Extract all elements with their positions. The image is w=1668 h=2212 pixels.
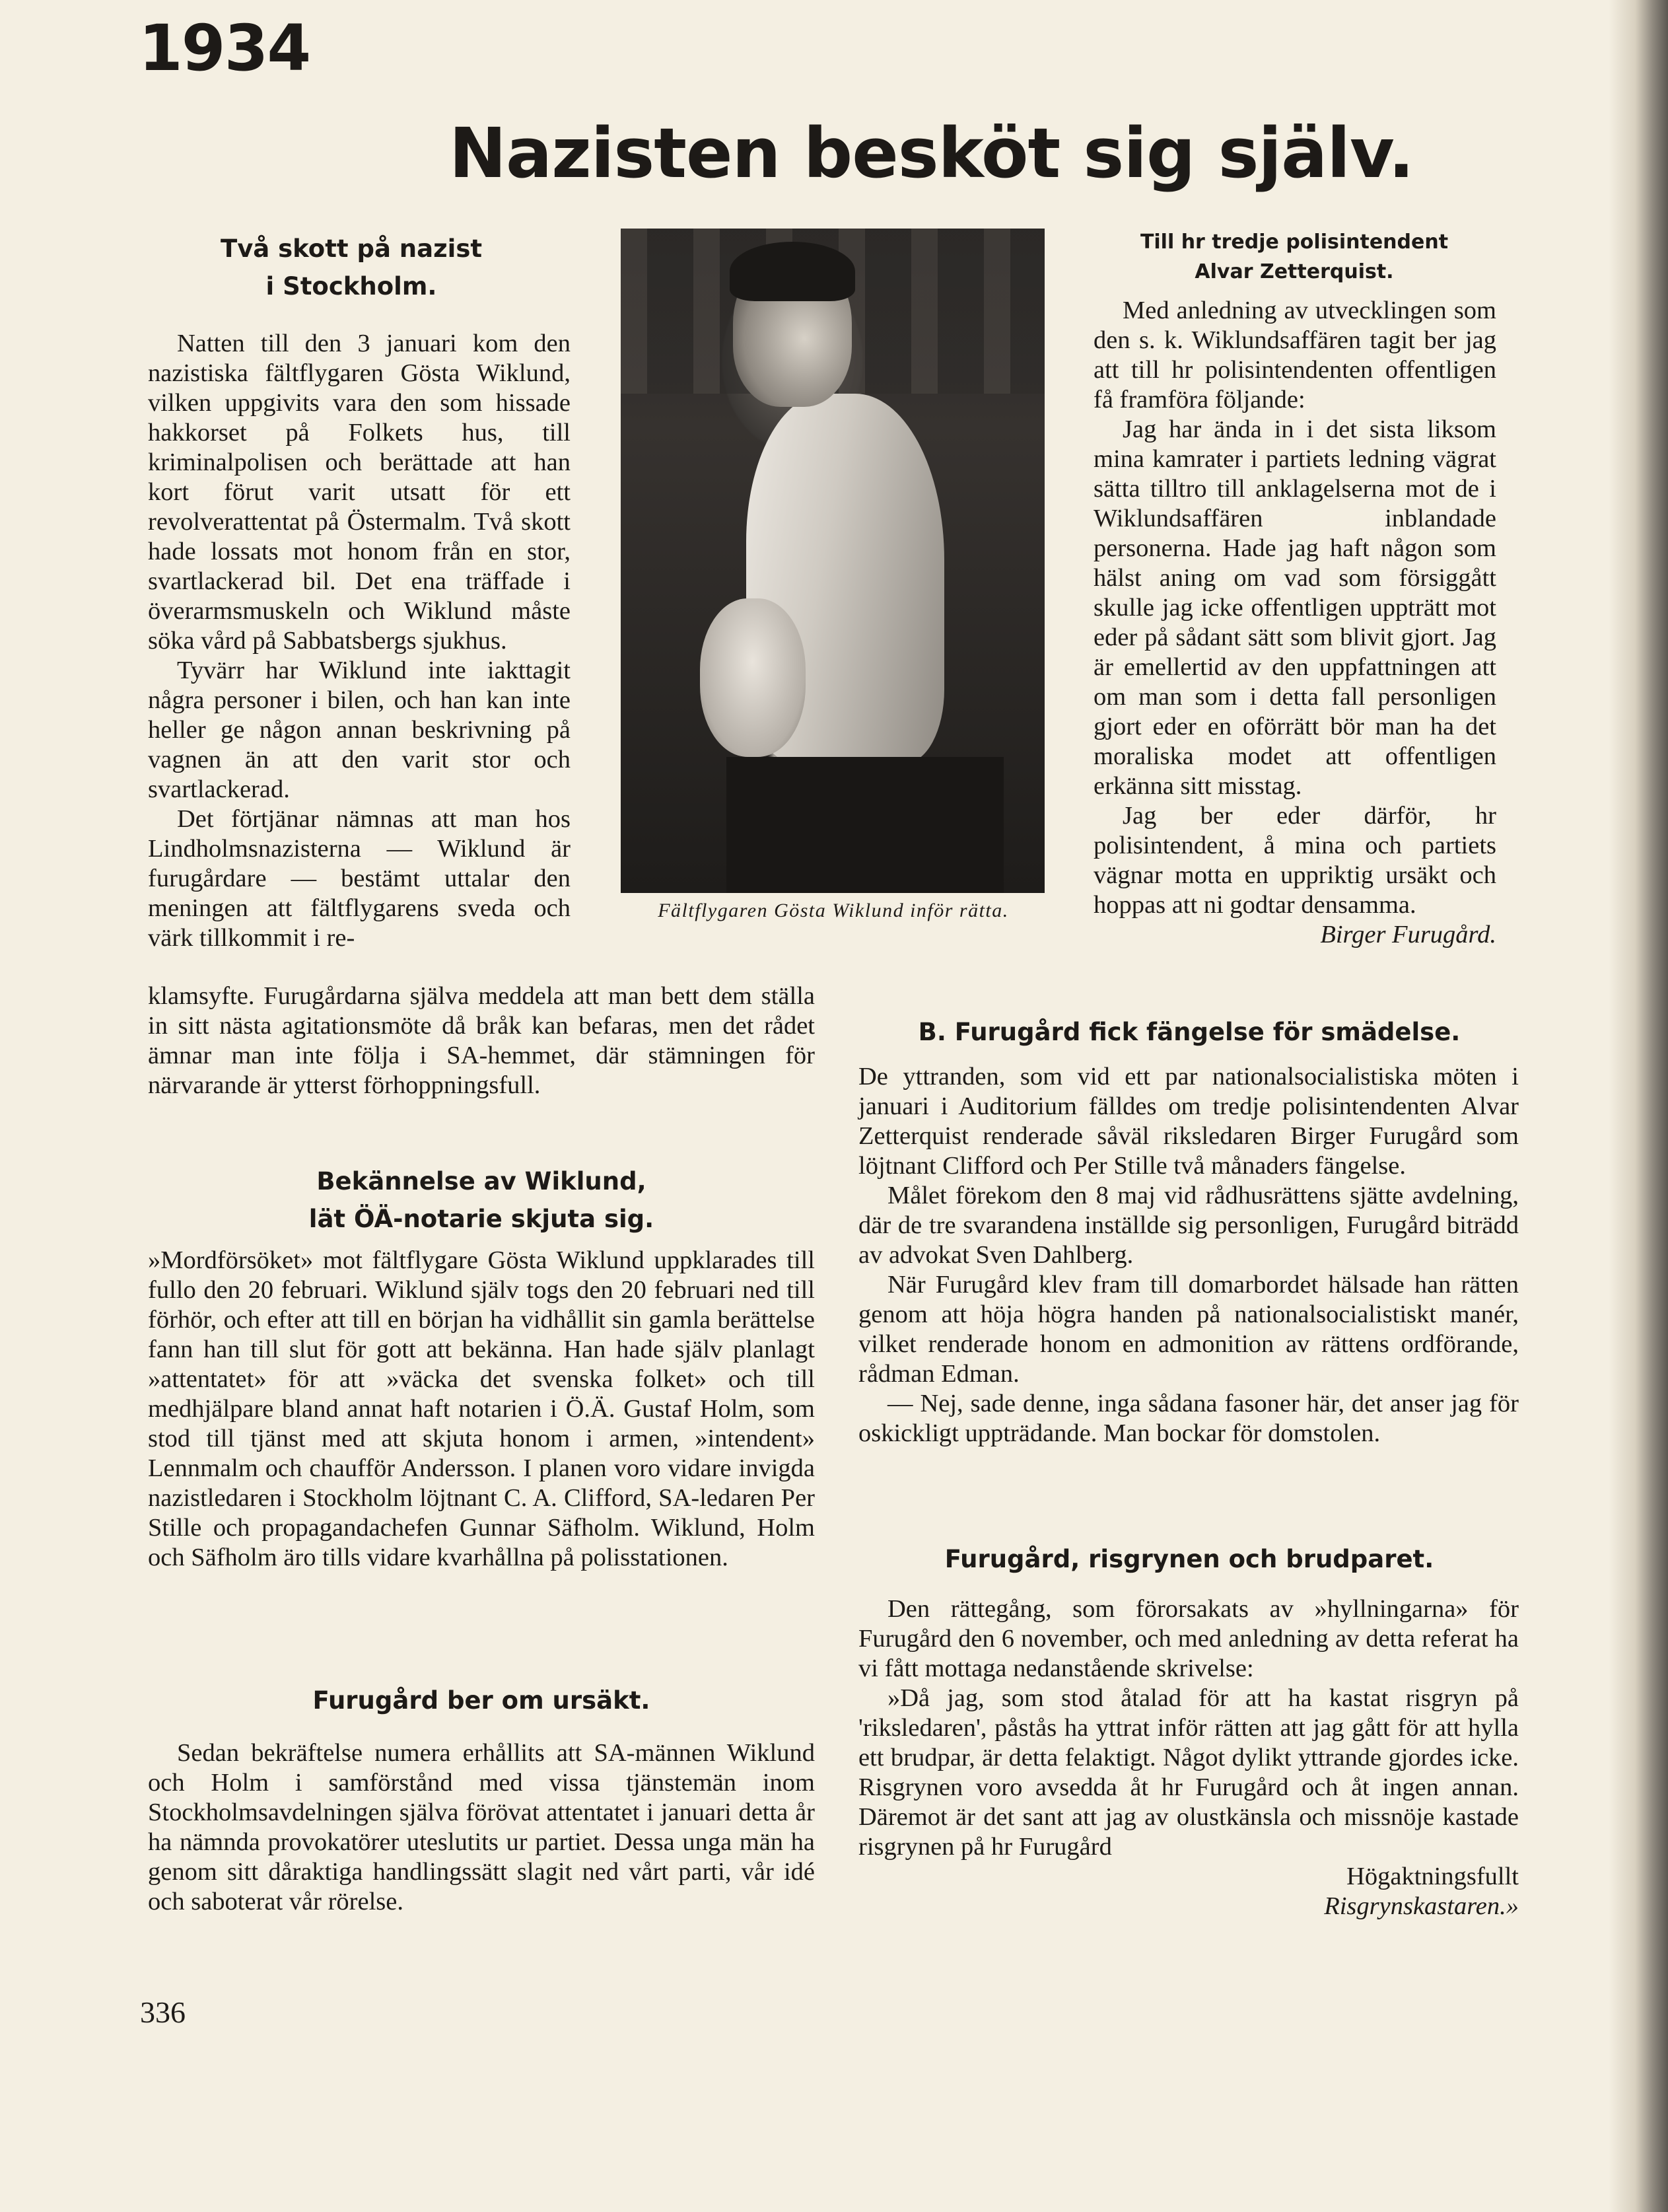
paragraph: Sedan bekräftelse numera erhållits att SA-männen Wiklund och Holm i samförstånd med vissa tjänstemän inom Stockholmsavdelningen själva förövat attentatet i januari detta år ha nämnda provokatörer uteslutits ur partiet. Dessa unga män ha genom sitt dåraktiga handlingssätt slagit ned vårt parti, vår idé och saboterat vår rörelse. (148, 1739, 815, 1915)
section-heading-rice: Furugård, risgrynen och brudparet. (944, 1545, 1434, 1573)
paragraph: »Mordförsöket» mot fältflygare Gösta Wiklund uppklarades till fullo den 20 februari. Wiklund själv togs den 20 februari ned till förhör, och efter att till en början ha vidhållit sin gamla berättelse fann han till slut för gott att bekänna. Han hade själv planlagt »attentatet» för att »väcka det svenska folket» och till medhjälpare bland annat haft notarien i Ö.Ä. Gustaf Holm, som stod till tjänst med att skjuta honom i armen, »intendent» Lennmalm och chaufför Andersson. I planen voro vidare invigda nazistledaren i Stockholm löjtnant C. A. Clifford, SA-ledaren Per Stille och propagandachefen Gunnar Säfholm. Wiklund, Holm och Säfholm äro tills vidare kvarhållna på polisstationen. (148, 1246, 815, 1571)
heading-line: lät ÖÄ-notarie skjuta sig. (308, 1205, 654, 1234)
paragraph: Målet förekom den 8 maj vid rådhusrättens sjätte avdelning, där de tre svarandena inställde sig personligen, Furugård biträdd av advokat Sven Dahlberg. (858, 1182, 1519, 1269)
paragraph: — Nej, sade denne, inga sådana fasoner här, det anser jag för oskickligt uppträdande. Man bockar för domstolen. (858, 1390, 1519, 1447)
photo-wiklund (621, 229, 1045, 893)
letter-heading (1090, 227, 1499, 287)
heading-line: Bekännelse av Wiklund, (316, 1167, 646, 1195)
paragraph: Det förtjänar nämnas att man hos Lindholmsnazisterna — Wiklund är furugårdare — bestämt uttalar den meningen att fältflygarens sveda och värk tillkommit i re- (148, 805, 571, 952)
photo-figure-arm (700, 598, 806, 757)
section5-body (858, 1594, 1519, 1921)
article-title: Nazisten besköt sig själv. (449, 113, 1414, 194)
paragraph: klamsyfte. Furugårdarna själva meddela att man bett dem ställa in sitt nästa agitationsmöte då bråk kan befaras, men det rådet ämnar man inte följa i SA-hemmet, där stämningen för närvarande är ytterst förhoppningsfull. (148, 982, 815, 1099)
section-heading-apology: Furugård ber om ursäkt. (312, 1686, 650, 1715)
section1-continuation (148, 981, 815, 1100)
paragraph: Jag har ända in i det sista liksom mina kamrater i partiets ledning vägrat sätta tilltro till anklagelserna mot de i Wiklundsaffären inblandade personerna. Hade jag haft någon som hälst aning om vad som försiggått skulle jag icke offentligen uppträtt mot eder på sådant sätt som blivit gjort. Jag är emellertid av den uppfattningen att om man som i detta fall personligen gjort eder en oförrätt bör man ha det moraliska modet att offentligen erkänna sitt misstag. (1094, 415, 1496, 800)
heading-line: Till hr tredje polisintendent (1140, 231, 1449, 254)
section4-body (858, 1062, 1519, 1448)
heading-line: Alvar Zetterquist. (1195, 260, 1394, 283)
paragraph: Tyvärr har Wiklund inte iakttagit några personer i bilen, och han kan inte heller ge någon annan beskrivning på vagnen än att den varit stor och svartlackerad. (148, 657, 571, 803)
section1-narrow-column (148, 329, 571, 953)
letter-signature: Risgrynskastaren.» (1324, 1892, 1519, 1920)
section-heading-prison: B. Furugård fick fängelse för smädelse. (918, 1018, 1461, 1046)
photo-figure-trousers (726, 757, 1004, 893)
paragraph: När Furugård klev fram till domarbordet hälsade han rätten genom att höja högra handen på nationalsocialistiskt manér, vilket renderade honom en admonition av rättens ordförande, rådman Edman. (858, 1271, 1519, 1388)
paragraph: Med anledning av utvecklingen som den s. k. Wiklundsaffären tagit ber jag att till hr polisintendenten offentligen få framföra följande: (1094, 297, 1496, 413)
letter-closing: Högaktningsfullt (1346, 1863, 1519, 1890)
heading-line: Två skott på nazist (220, 234, 483, 263)
section-heading-confession (148, 1162, 815, 1238)
letter-signature: Birger Furugård. (1320, 921, 1496, 948)
paragraph: De yttranden, som vid ett par nationalsocialistiska möten i januari i Auditorium fälldes om tredje polisintendenten Alvar Zetterquist renderade såväl riksledaren Birger Furugård som löjtnant Clifford och Per Stille två månaders fängelse. (858, 1063, 1519, 1180)
letter-body (1094, 296, 1496, 950)
section3-body (148, 1738, 815, 1917)
book-spine-shadow (1609, 0, 1668, 2212)
paragraph: »Då jag, som stod åtalad för att ha kastat risgryn på 'riksledaren', påstås ha yttrat inför rätten att jag gått för att hylla ett brudpar, är detta felaktigt. Något dylikt yttrande gjordes icke. Risgrynen voro avsedda åt hr Furugård och åt ingen annan. Däremot är det sant att jag av olustkänsla och missnöje kastade risgrynen på hr Furugård (858, 1684, 1519, 1861)
page-number: 336 (140, 1995, 186, 2029)
paragraph: Jag ber eder därför, hr polisintendent, å mina och partiets vägnar motta en uppriktig ursäkt och hoppas att ni godtar densamma. (1094, 802, 1496, 919)
section2-body (148, 1246, 815, 1573)
paragraph: Natten till den 3 januari kom den nazistiska fältflygaren Gösta Wiklund, vilken uppgivits vara den som hissade hakkorset på Folkets hus, till kriminalpolisen och berättade att han kort förut varit utsatt för ett revolverattentat på Östermalm. Två skott hade lossats mot honom från en stor, svartlackerad bil. Det ena träffade i överarmsmuskeln och Wiklund måste söka vård på Sabbatsbergs sjukhus. (148, 330, 571, 655)
paragraph: Den rättegång, som förorsakats av »hyllningarna» för Furugård den 6 november, och med anledning av detta referat ha vi fått mottaga nedanstående skrivelse: (858, 1595, 1519, 1682)
photo-caption: Fältflygaren Gösta Wiklund inför rätta. (658, 900, 1009, 921)
photo-figure-hair (730, 242, 855, 301)
section-heading-two-shots (140, 230, 563, 306)
page-year: 1934 (139, 11, 310, 85)
heading-line: i Stockholm. (265, 272, 437, 301)
